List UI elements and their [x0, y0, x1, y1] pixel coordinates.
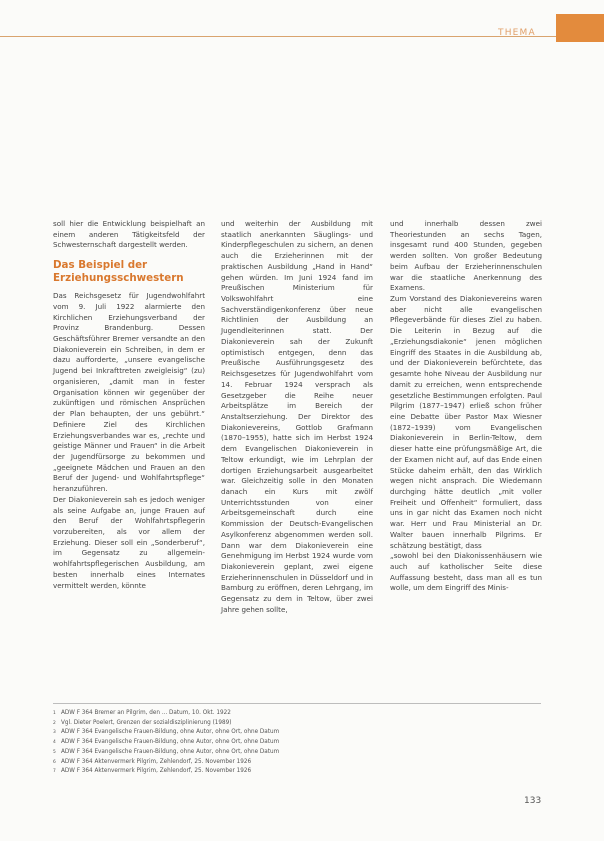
- footnote-text: ADW F 364 Bremer an Pilgrim, den ... Datum, 10. Okt. 1922: [61, 710, 231, 716]
- footnote: [53, 767, 541, 777]
- footnote-text: Vgl. Dieter Poelert, Grenzen der sozialdisziplinierung (1989): [61, 719, 232, 726]
- paragraph: Das Reichsgesetz für Jugendwohlfahrt vom 9. Juli 1922 alarmierte den Kirchlichen Erziehungsverband der Provinz Brandenburg. Dessen Geschäftsführer Bremer versandte an den Diakonieverein ein Schreiben, in dem er dazu aufforderte, „unsere evangelische Jugend bei Inkrafttreten zweigleisig“ (zu) organisieren, „damit man in fester Organisation können wir gegenüber der zukünftigen und römischen Ansprüchen der Plan behaupten, der uns gebührt.“ Definiere Ziel des Kirchlichen Erziehungsverbandes war es, „rechte und geistige Männer und Frauen“ in die Arbeit der Jugendfürsorge zu bekommen und „geeignete Mädchen und Frauen an den Beruf der Jugend- und Wohlfahrtspflege“ heranzuführen.: [53, 291, 205, 494]
- text-column-1: [53, 219, 205, 591]
- footnote-number: 5: [53, 749, 56, 755]
- header-rule: [0, 36, 560, 37]
- text-column-2: [221, 219, 373, 616]
- footnote: [53, 758, 541, 768]
- footnote-number: 4: [53, 740, 56, 746]
- footnote-divider: [53, 703, 541, 704]
- footnote-text: ADW F 364 Aktenvermerk Pilgrim, Zehlendorf, 25. November 1926: [61, 768, 252, 775]
- footnote-text: ADW F 364 Evangelische Frauen-Bildung, ohne Autor, ohne Ort, ohne Datum: [61, 739, 280, 746]
- paragraph: „sowohl bei den Diakonissenhäusern wie auch auf katholischer Seite diese Auffassung besteht, dass man all es tun wolle, um dem Eingriff des Minis-: [390, 551, 542, 593]
- section-heading: Das Beispiel der Erziehungsschwestern: [53, 259, 184, 285]
- paragraph: Zum Vorstand des Diakonievereins waren aber nicht alle evangelischen Pflegeverbände für dieses Ziel zu haben. Die Leiterin in Bezug auf die „Erziehungsdiakonie“ jenen möglichen Eingriff des Staates in die Ausbildung ab, und der Diakonieverein befürchtete, das gesamte hohe Niveau der Ausbildung nur damit zu erreichen, wenn entsprechende gesetzliche Bestimmungen erfolgten. Paul Pilgrim (1877–1947) erließ schon früher eine Debatte über Pastor Max Wiesner (1872–1939) vom Evangelischen Diakonieverein in Berlin-Teltow, dem dieser hatte eine prüfungsmäßige Art, die der Examen nicht auf, auf das Ende einen Stücke daheim erhält, den das Wirklich wegen nicht ansprach. Die Wiedemann durchging hätte deutlich „mit voller Freiheit und Offenheit“ formuliert, dass uns in gar nicht das Examen noch nicht war. Herr und Frau Ministerial an Dr. Walter bauen innerhalb Pilgrims. Er schätzung bestätigt, dass: [390, 294, 542, 550]
- footnote-text: ADW F 364 Evangelische Frauen-Bildung, ohne Autor, ohne Ort, ohne Datum: [61, 748, 280, 755]
- footnote-text: ADW F 364 Evangelische Frauen-Bildung, ohne Autor, ohne Ort, ohne Datum: [61, 729, 280, 736]
- section-label: THEMA: [498, 28, 536, 38]
- footnote: [53, 719, 541, 729]
- footnote-list: [53, 709, 541, 777]
- footnote: [53, 709, 541, 719]
- footnote-number: 6: [53, 759, 56, 765]
- footnote-number: 1: [53, 711, 56, 716]
- page-number: 133: [524, 796, 542, 806]
- paragraph: Der Diakonieverein sah es jedoch weniger als seine Aufgabe an, junge Frauen auf den Beruf der Wohlfahrtspflegerin vorzubereiten, als vor allem der Erziehung. Dieser soll ein „Sonderberuf“, im Gegensatz zu allgemein-wohlfahrtspflegerischen Ausbildung, am besten innerhalb eines Internates vermittelt werden, könnte: [53, 494, 205, 590]
- footnote: [53, 728, 541, 738]
- footnote-number: 7: [53, 769, 56, 775]
- footnote-number: 2: [53, 720, 56, 726]
- paragraph: und weiterhin der Ausbildung mit staatlich anerkannten Säuglings- und Kinderpflegeschulen zu sichern, an denen auch die Erzieherinnen mit der praktischen Ausbildung „Hand in Hand“ gehen würden. Im Juni 1924 fand im Preußischen Ministerium für Volkswohlfahrt eine Sachverständigenkonferenz über neue Richtlinien der Ausbildung an Jugendleiterinnen statt. Der Diakonieverein sah der Zukunft optimistisch entgegen, denn das Preußische Ausführungsgesetz des Reichsgesetzes für Jugendwohlfahrt vom 14. Februar 1924 versprach als Gesetzgeber die Reihe neuer Arbeitsplätze im Bereich der Anstaltserziehung. Der Direktor des Diakonievereins, Gottlob Grafmann (1870–1955), hatte sich im Herbst 1924 dem Evangelischen Diakonieverein in Teltow erkundigt, wie im Lehrplan der dortigen Erziehungsarbeit ausgearbeitet war. Gleichzeitig solle in den Monaten danach ein Kurs mit zwölf Unterrichtsstunden von einer Arbeitsgemeinschaft durch eine Kommission der Deutsch-Evangelischen Asylkonferenz abgenommen werden soll. Dann war dem Diakonieverein eine Genehmigung im Herbst 1924 wurde vom Diakonieverein geplant, zwei eigene Erzieherinnenschulen in Düsseldorf und in Bamburg zu eröffnen, deren Lehrgang, im Gegensatz zu dem in Teltow, über zwei Jahre gehen sollte,: [221, 219, 373, 614]
- header-color-tab: [556, 14, 604, 42]
- footnote: [53, 748, 541, 758]
- paragraph: und innerhalb dessen zwei Theoriestunden an sechs Tagen, insgesamt rund 400 Stunden, gegeben werden sollten. Von großer Bedeutung beim Aufbau der Erzieherinnenschulen war die staatliche Anerkennung des Examens.: [390, 219, 542, 293]
- footnote-number: 3: [53, 730, 56, 736]
- footnote: [53, 738, 541, 748]
- footnote-text: ADW F 364 Aktenvermerk Pilgrim, Zehlendorf, 25. November 1926: [61, 758, 252, 765]
- paragraph: soll hier die Entwicklung beispielhaft an einem anderen Tätigkeitsfeld der Schwesternschaft dargestellt werden.: [53, 219, 205, 250]
- text-column-3: [390, 219, 542, 594]
